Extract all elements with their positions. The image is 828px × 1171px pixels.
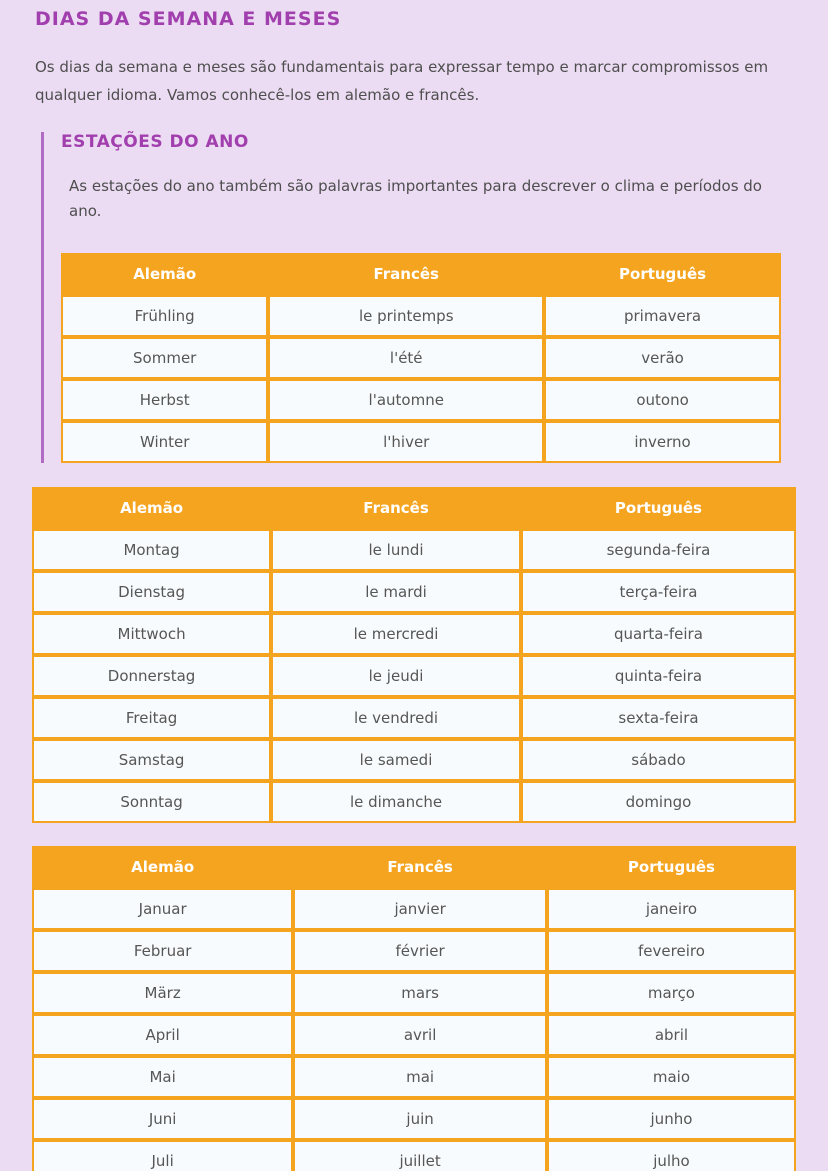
table-cell: le samedi — [271, 739, 521, 781]
table-cell: primavera — [544, 295, 781, 337]
table-row — [32, 1014, 796, 1056]
table-cell: Sonntag — [32, 781, 271, 823]
table-cell: Sommer — [61, 337, 268, 379]
table-cell: l'automne — [268, 379, 544, 421]
table-cell: l'été — [268, 337, 544, 379]
table-row — [32, 739, 796, 781]
table-cell: le mardi — [271, 571, 521, 613]
table-cell: Juli — [32, 1140, 293, 1171]
table-row — [32, 1098, 796, 1140]
table-cell: inverno — [544, 421, 781, 463]
table-cell: Mai — [32, 1056, 293, 1098]
table-cell: segunda-feira — [521, 529, 796, 571]
column-header-1: Francês — [271, 487, 521, 529]
table-cell: junho — [547, 1098, 796, 1140]
table-cell: julho — [547, 1140, 796, 1171]
table-cell: Freitag — [32, 697, 271, 739]
table-header-row — [61, 253, 781, 295]
table-cell: Frühling — [61, 295, 268, 337]
table-row — [32, 888, 796, 930]
page-title: DIAS DA SEMANA E MESES — [35, 8, 342, 30]
table-cell: février — [293, 930, 547, 972]
table-row — [32, 529, 796, 571]
table-row — [32, 972, 796, 1014]
table-cell: Winter — [61, 421, 268, 463]
table-row — [61, 421, 781, 463]
table-cell: Samstag — [32, 739, 271, 781]
table-cell: l'hiver — [268, 421, 544, 463]
table-cell: juin — [293, 1098, 547, 1140]
section-estacoes-do-ano — [41, 132, 796, 463]
table-header-row — [32, 846, 796, 888]
table-cell: avril — [293, 1014, 547, 1056]
table-cell: abril — [547, 1014, 796, 1056]
table-cell: mars — [293, 972, 547, 1014]
table-cell: le mercredi — [271, 613, 521, 655]
column-header-1: Francês — [268, 253, 544, 295]
column-header-2: Português — [544, 253, 781, 295]
table-cell: janeiro — [547, 888, 796, 930]
table-cell: Donnerstag — [32, 655, 271, 697]
column-header-0: Alemão — [32, 846, 293, 888]
page-intro: Os dias da semana e meses são fundamentais para expressar tempo e marcar compromissos em qualquer idioma. Vamos conhecê-los em alemão e francês. — [35, 58, 769, 104]
table-cell: Januar — [32, 888, 293, 930]
table-cell: verão — [544, 337, 781, 379]
table-row — [32, 697, 796, 739]
seasons-table-grid — [61, 253, 781, 463]
table-row — [61, 337, 781, 379]
table-cell: sexta-feira — [521, 697, 796, 739]
table-cell: Montag — [32, 529, 271, 571]
table-cell: domingo — [521, 781, 796, 823]
column-header-0: Alemão — [32, 487, 271, 529]
table-cell: quarta-feira — [521, 613, 796, 655]
table-cell: le printemps — [268, 295, 544, 337]
table-cell: Herbst — [61, 379, 268, 421]
table-row — [32, 930, 796, 972]
table-cell: Februar — [32, 930, 293, 972]
column-header-2: Português — [521, 487, 796, 529]
table-row — [32, 1140, 796, 1171]
table-row — [32, 1056, 796, 1098]
table-header-row — [32, 487, 796, 529]
seasons-table — [61, 253, 781, 463]
table-cell: outono — [544, 379, 781, 421]
table-cell: le lundi — [271, 529, 521, 571]
table-row — [32, 571, 796, 613]
weekdays-table — [32, 487, 796, 823]
table-cell: janvier — [293, 888, 547, 930]
table-cell: Dienstag — [32, 571, 271, 613]
table-cell: março — [547, 972, 796, 1014]
table-cell: mai — [293, 1056, 547, 1098]
table-cell: terça-feira — [521, 571, 796, 613]
table-row — [61, 379, 781, 421]
table-cell: sábado — [521, 739, 796, 781]
table-cell: juillet — [293, 1140, 547, 1171]
column-header-2: Português — [547, 846, 796, 888]
table-cell: quinta-feira — [521, 655, 796, 697]
table-cell: März — [32, 972, 293, 1014]
column-header-0: Alemão — [61, 253, 268, 295]
table-row — [32, 613, 796, 655]
months-table-grid — [32, 846, 796, 1171]
table-cell: le vendredi — [271, 697, 521, 739]
table-row — [61, 295, 781, 337]
table-row — [32, 781, 796, 823]
table-cell: fevereiro — [547, 930, 796, 972]
table-row — [32, 655, 796, 697]
section-intro: As estações do ano também são palavras importantes para descrever o clima e períodos do ano. — [69, 176, 762, 220]
months-table — [32, 846, 796, 1171]
table-cell: Juni — [32, 1098, 293, 1140]
table-cell: le dimanche — [271, 781, 521, 823]
table-cell: maio — [547, 1056, 796, 1098]
column-header-1: Francês — [293, 846, 547, 888]
weekdays-table-grid — [32, 487, 796, 823]
section-title: ESTAÇÕES DO ANO — [61, 131, 249, 152]
table-cell: April — [32, 1014, 293, 1056]
table-cell: le jeudi — [271, 655, 521, 697]
table-cell: Mittwoch — [32, 613, 271, 655]
